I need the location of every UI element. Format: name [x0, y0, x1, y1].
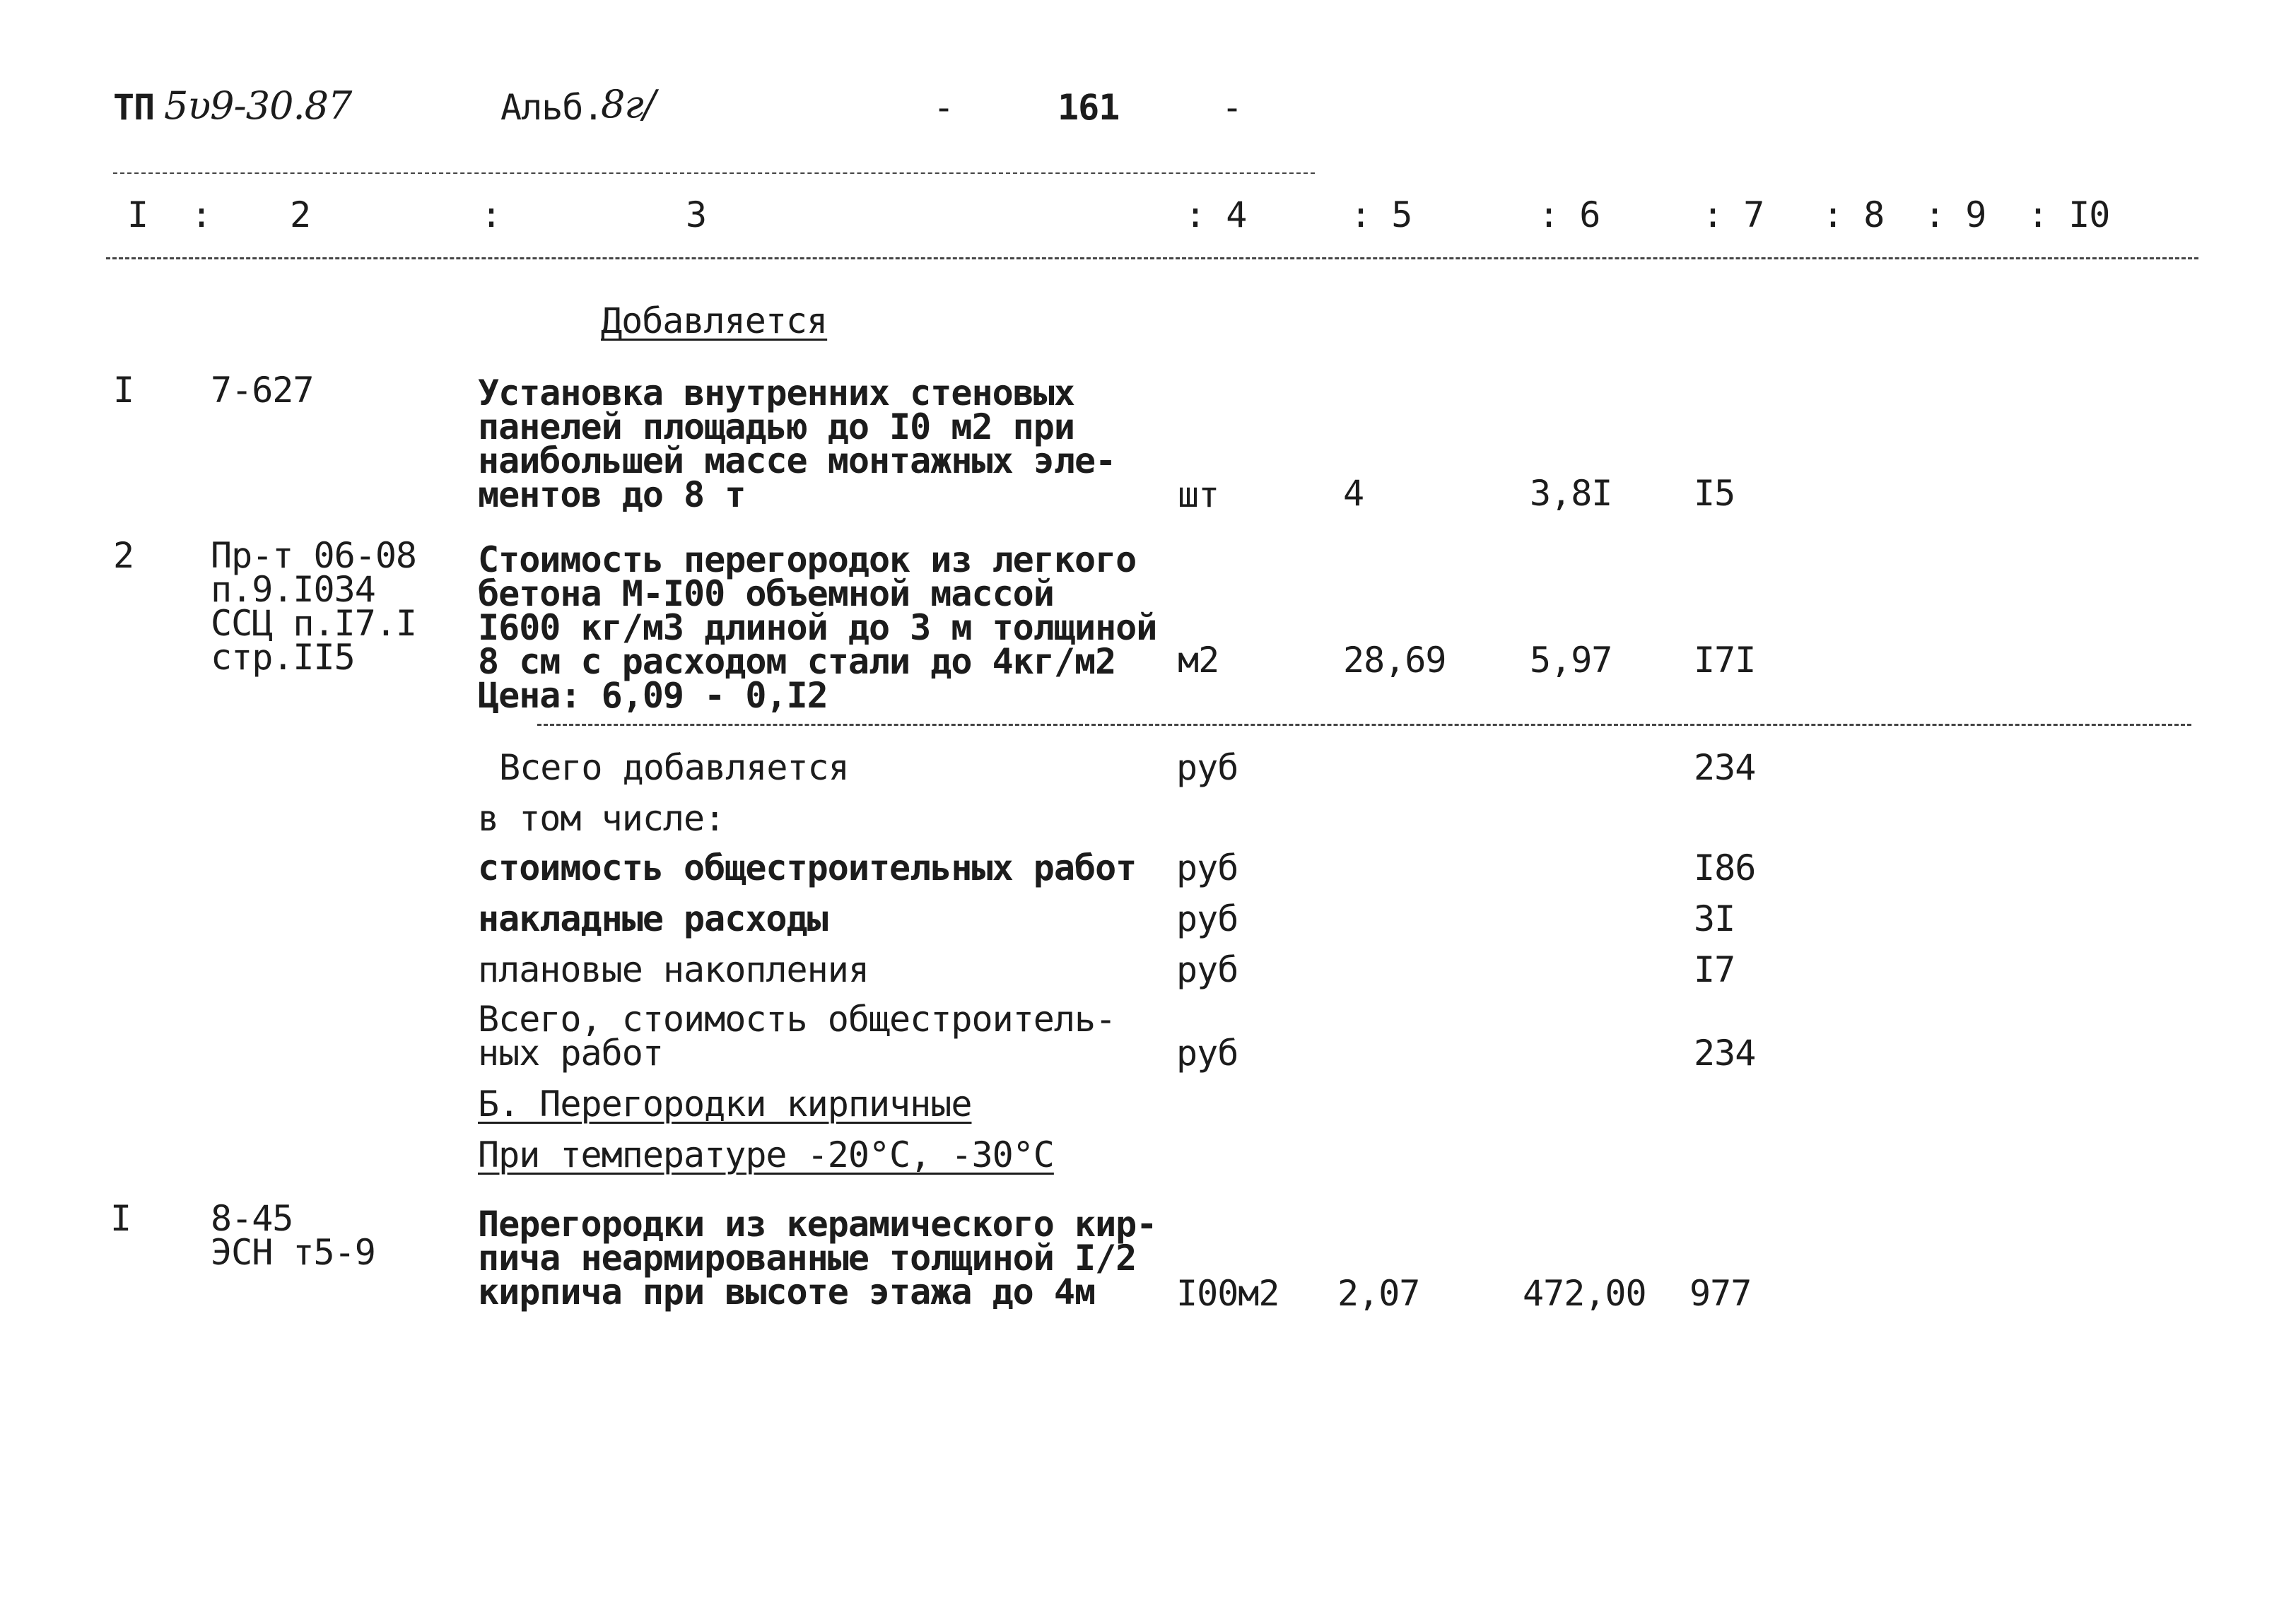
doc-code: 5υ9-30.87: [164, 83, 352, 128]
col-label-1: I: [127, 194, 148, 235]
section-title-b: Б. Перегородки кирпичные: [478, 1084, 972, 1125]
row-number: 2: [113, 535, 134, 576]
section-title-added: Добавляется: [601, 300, 828, 341]
row-total: I7I: [1694, 640, 1756, 681]
totals-label: накладные расходы: [478, 898, 828, 939]
row-unit-price: 472,00: [1523, 1273, 1646, 1314]
row-code: Пр-т 06-08 п.9.I034 ССЦ п.I7.I стр.II5: [211, 535, 417, 678]
col-label-5: : 5: [1350, 194, 1412, 235]
row-description: Перегородки из керамического кир- пича неармированные толщиной I/2 кирпича при высоте этажа до 4м: [478, 1204, 1157, 1313]
row-total: I5: [1694, 473, 1735, 514]
row-quantity: 2,07: [1337, 1273, 1420, 1314]
totals-unit: руб: [1176, 847, 1238, 888]
col-separator: :: [191, 194, 212, 235]
totals-value: 3I: [1694, 898, 1735, 939]
row-unit: м2: [1178, 640, 1219, 681]
col-label-3: 3: [686, 194, 707, 235]
totals-rule: [537, 724, 2191, 726]
header-dash-left: -: [933, 87, 954, 128]
totals-label: в том числе:: [478, 798, 725, 839]
album-number: 8г/: [601, 82, 655, 127]
row-quantity: 28,69: [1343, 640, 1446, 681]
row-description: Установка внутренних стеновых панелей площадью до I0 м2 при наибольшей массе монтажных эле- ментов до 8 т: [478, 372, 1116, 515]
totals-label: плановые накопления: [478, 949, 869, 990]
col-label-8: : 8: [1822, 194, 1885, 235]
totals-label: Всего добавляется: [499, 747, 849, 788]
totals-value: I86: [1694, 847, 1756, 888]
col-separator: :: [481, 194, 502, 235]
section-subtitle-temperature: При температуре -20°С, -30°С: [478, 1134, 1054, 1175]
row-number: I: [110, 1198, 131, 1239]
totals-unit: руб: [1176, 949, 1238, 990]
totals-label: стоимость общестроительных работ: [478, 847, 1137, 888]
col-label-2: 2: [290, 194, 311, 235]
totals-unit: руб: [1176, 898, 1238, 939]
col-label-6: : 6: [1538, 194, 1600, 235]
doc-prefix: ТП: [113, 87, 155, 128]
totals-label: Всего, стоимость общестроитель- ных работ: [478, 999, 1116, 1074]
header-dash-right: -: [1222, 87, 1243, 128]
page-number: 161: [1058, 87, 1120, 128]
totals-unit: руб: [1176, 747, 1238, 788]
row-code: 7-627: [211, 370, 314, 411]
col-label-10: : I0: [2027, 194, 2110, 235]
row-quantity: 4: [1343, 473, 1364, 514]
col-label-4: : 4: [1185, 194, 1247, 235]
album-prefix: Альб.: [500, 87, 604, 128]
header-rule: [113, 172, 1315, 174]
row-number: I: [113, 370, 134, 411]
totals-unit: руб: [1176, 1033, 1238, 1074]
col-label-9: : 9: [1924, 194, 1986, 235]
totals-value: I7: [1694, 949, 1735, 990]
totals-value: 234: [1694, 1033, 1756, 1074]
row-total: 977: [1689, 1273, 1752, 1314]
row-unit-price: 3,8I: [1530, 473, 1612, 514]
row-description: Стоимость перегородок из легкого бетона М-I00 объемной массой I600 кг/м3 длиной до 3 м толщиной 8 см с расходом стали до 4кг/м2 Цена: 6,09 - 0,I2: [478, 539, 1157, 716]
col-label-7: : 7: [1702, 194, 1764, 235]
column-header-rule: [106, 257, 2198, 259]
row-unit-price: 5,97: [1530, 640, 1612, 681]
row-code: 8-45 ЭСН т5-9: [211, 1198, 375, 1273]
row-unit: шт: [1178, 474, 1219, 515]
totals-value: 234: [1694, 747, 1756, 788]
row-unit: I00м2: [1176, 1273, 1279, 1314]
